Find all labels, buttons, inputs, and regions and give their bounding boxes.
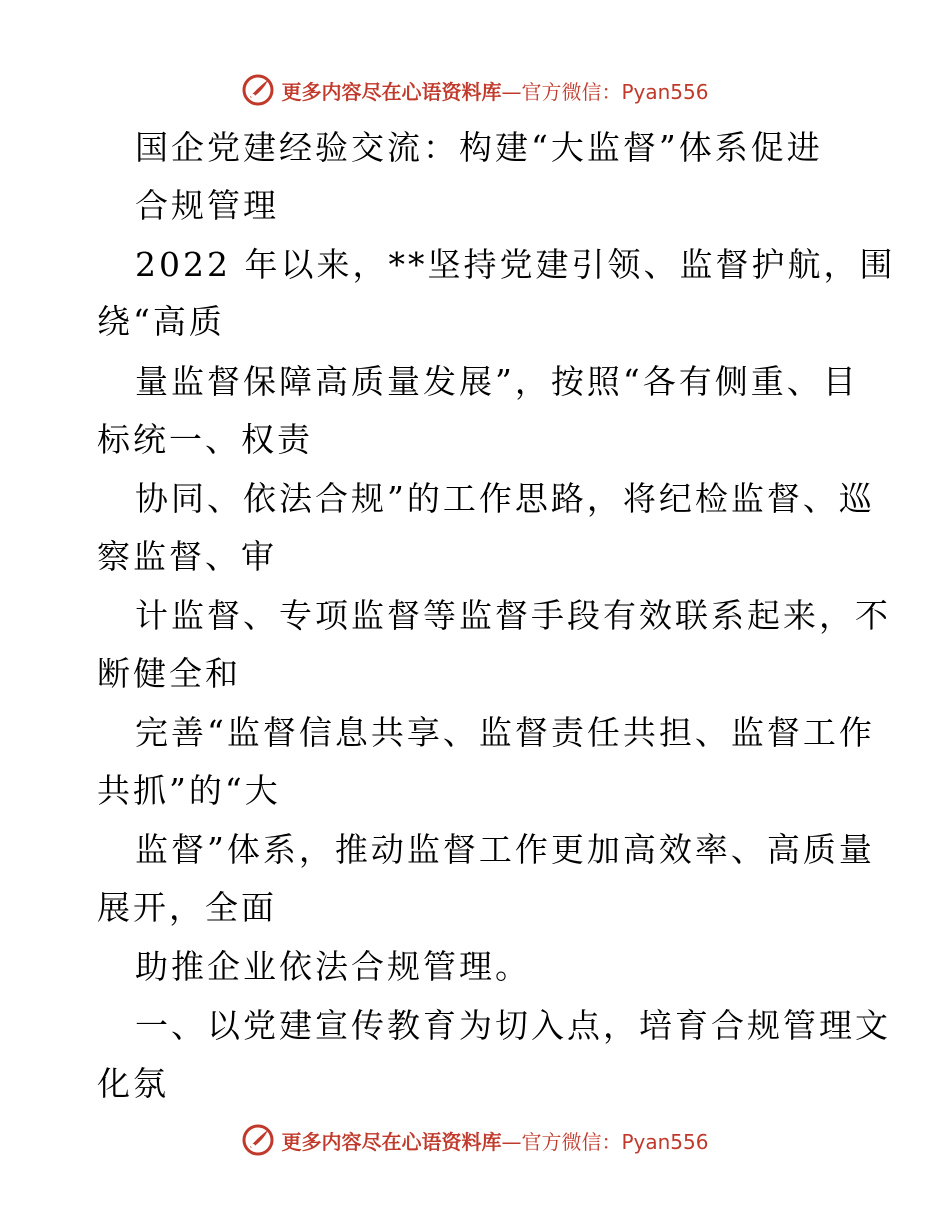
doc-heading-line: 化氛 bbox=[97, 1064, 169, 1103]
watermark-separator: — bbox=[501, 79, 522, 104]
watermark-contact: 官方微信：Pyan556 bbox=[521, 79, 709, 104]
watermark-separator: — bbox=[501, 1129, 522, 1154]
doc-text-line: 标统一、权责 bbox=[97, 420, 313, 459]
watermark-text bbox=[281, 76, 708, 105]
doc-heading-line: 一、以党建宣传教育为切入点，培育合规管理文 bbox=[135, 1006, 891, 1045]
doc-text-line: 断健全和 bbox=[97, 654, 241, 693]
quill-logo-icon bbox=[241, 1123, 275, 1157]
doc-text-line: 量监督保障高质量发展”，按照“各有侧重、目 bbox=[135, 362, 859, 401]
header-watermark bbox=[0, 70, 950, 110]
doc-text-line: 绕“高质 bbox=[97, 302, 225, 341]
doc-text-line: 助推企业依法合规管理。 bbox=[135, 947, 531, 986]
doc-title-line-2: 合规管理 bbox=[135, 186, 279, 225]
doc-text-line: 2022 年以来，**坚持党建引领、监督护航，围 bbox=[135, 245, 896, 284]
watermark-contact: 官方微信：Pyan556 bbox=[521, 1129, 709, 1154]
doc-text-line: 完善“监督信息共享、监督责任共担、监督工作 bbox=[135, 713, 875, 752]
footer-watermark bbox=[0, 1120, 950, 1160]
doc-text-line: 察监督、审 bbox=[97, 537, 277, 576]
watermark-text bbox=[281, 1126, 708, 1155]
doc-text-line: 展开，全面 bbox=[97, 888, 277, 927]
watermark-brand: 更多内容尽在心语资料库 bbox=[281, 79, 502, 104]
doc-text-line: 共抓”的“大 bbox=[97, 771, 281, 810]
doc-text-line: 协同、依法合规”的工作思路，将纪检监督、巡 bbox=[135, 479, 875, 518]
watermark-brand: 更多内容尽在心语资料库 bbox=[281, 1129, 502, 1154]
doc-text-line: 计监督、专项监督等监督手段有效联系起来，不 bbox=[135, 596, 891, 635]
doc-text-line: 监督”体系，推动监督工作更加高效率、高质量 bbox=[135, 830, 875, 869]
quill-logo-icon bbox=[241, 73, 275, 107]
doc-title-line-1: 国企党建经验交流：构建“大监督”体系促进 bbox=[135, 128, 823, 167]
